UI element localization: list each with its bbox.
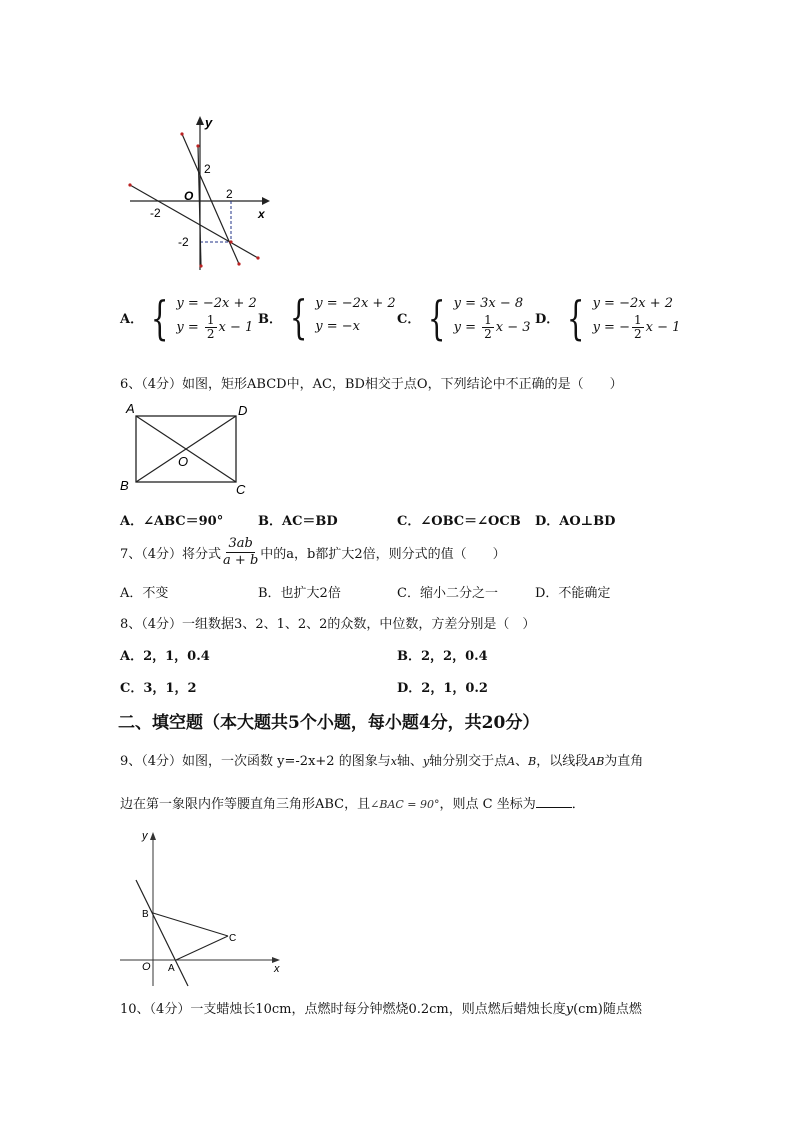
eq-part: x − 3 bbox=[495, 320, 531, 335]
option-letter: D． bbox=[535, 312, 560, 327]
equation-1: y = −2x + 2 bbox=[592, 296, 673, 311]
q9-text: ，以线段 bbox=[536, 754, 589, 769]
q6-option-a[interactable]: A．∠ABC＝90° bbox=[120, 514, 224, 529]
eq-part: x − 1 bbox=[218, 320, 254, 335]
x-axis-arrow-icon bbox=[262, 197, 270, 205]
q5-option-d[interactable] bbox=[535, 290, 681, 345]
origin-label: O bbox=[184, 189, 194, 203]
fraction bbox=[205, 314, 217, 341]
eq-part: y = bbox=[176, 320, 203, 335]
tick-label: -2 bbox=[178, 235, 189, 249]
vertex-label-c: C bbox=[236, 482, 246, 497]
answer-blank[interactable] bbox=[536, 795, 572, 808]
q9-text: 9、（4分）如图，一次函数 y=-2x+2 的图象与 bbox=[120, 754, 391, 769]
equation-2 bbox=[454, 314, 531, 341]
y-axis-arrow-icon bbox=[196, 116, 204, 125]
q6-option-c[interactable]: C．∠OBC＝∠OCB bbox=[397, 514, 521, 529]
equation-2 bbox=[593, 314, 681, 341]
line-shallow bbox=[130, 185, 258, 258]
q6-option-b[interactable]: B．AC＝BD bbox=[258, 514, 338, 529]
q9-point-b: B bbox=[528, 755, 537, 768]
eq-part: y = bbox=[453, 320, 481, 335]
tick-label: -2 bbox=[150, 206, 161, 220]
q8-option-c[interactable]: C．3，1，2 bbox=[120, 681, 197, 696]
tick-label: 2 bbox=[204, 162, 211, 176]
q9-var-x: x bbox=[390, 755, 397, 768]
brace-icon: { bbox=[428, 290, 446, 345]
equation-1: y = −2x + 2 bbox=[315, 296, 396, 311]
endpoint-dot bbox=[180, 132, 183, 135]
y-axis-arrow-icon bbox=[150, 832, 156, 840]
q8-option-a[interactable]: A．2，1，0.4 bbox=[120, 649, 210, 664]
vertex-label-b: B bbox=[120, 478, 129, 493]
q8-option-d[interactable]: D．2，1，0.2 bbox=[397, 681, 488, 696]
q6-rectangle-figure bbox=[116, 400, 256, 498]
q9-text: 边在第一象限内作等腰直角三角形ABC，且 bbox=[120, 797, 371, 812]
endpoint-dot bbox=[237, 262, 240, 265]
axis-label-y: y bbox=[142, 830, 148, 842]
q9-text: ，则点 C 坐标为 bbox=[439, 797, 536, 812]
option-letter: B． bbox=[258, 311, 282, 327]
q10-line-1 bbox=[120, 998, 642, 1017]
q7-option-a[interactable]: A．不变 bbox=[120, 586, 169, 601]
q5-option-a[interactable] bbox=[120, 290, 257, 345]
endpoint-dot bbox=[256, 256, 259, 259]
fraction-numerator: 1 bbox=[206, 313, 215, 327]
endpoint-dot bbox=[196, 144, 199, 147]
fraction bbox=[632, 314, 644, 341]
vertex-label-a: A bbox=[126, 401, 135, 416]
equation-1: y = −2x + 2 bbox=[176, 296, 257, 311]
q10-var-y: y bbox=[565, 1002, 574, 1017]
origin-label: O bbox=[142, 961, 151, 973]
fraction-denominator: 2 bbox=[633, 327, 642, 341]
axis-label-x: x bbox=[258, 207, 265, 221]
q7-stem-pre: 7、（4分）将分式 bbox=[120, 547, 222, 562]
q9-text: 轴、 bbox=[396, 754, 423, 769]
axis-label-y: y bbox=[205, 115, 213, 130]
segment-bc bbox=[153, 913, 228, 936]
q9-text: 、 bbox=[515, 754, 529, 769]
q5-option-b[interactable] bbox=[258, 290, 396, 344]
point-label-b: B bbox=[142, 909, 149, 920]
q6-option-d[interactable]: D．AO⊥BD bbox=[535, 514, 616, 529]
q7-option-b[interactable]: B．也扩大2倍 bbox=[258, 586, 341, 601]
eq-part: x − 1 bbox=[645, 320, 681, 335]
option-letter: A． bbox=[120, 312, 144, 327]
q9-text: ． bbox=[571, 797, 585, 812]
vertex-label-d: D bbox=[238, 403, 248, 418]
endpoint-dot bbox=[128, 183, 131, 186]
q5-option-c[interactable] bbox=[397, 290, 531, 345]
q10-text: (cm)随点燃 bbox=[573, 1002, 642, 1017]
q7-stem bbox=[120, 536, 506, 569]
q7-option-c[interactable]: C．缩小二分之一 bbox=[397, 586, 498, 601]
q8-stem: 8、（4分）一组数据3、2、1、2、2的众数，中位数，方差分别是（ ） bbox=[120, 617, 536, 632]
center-label-o: O bbox=[178, 454, 189, 469]
option-letter: C． bbox=[397, 312, 421, 327]
equation-2: y = −x bbox=[315, 319, 361, 334]
intersection-dot bbox=[229, 240, 232, 243]
section-title: 二、填空题（本大题共5个小题，每小题4分，共20分） bbox=[118, 713, 540, 733]
tick-label: 2 bbox=[226, 187, 233, 201]
fraction-numerator: 1 bbox=[633, 313, 642, 327]
equation-2 bbox=[176, 314, 256, 341]
q9-line-1 bbox=[120, 750, 643, 769]
q7-fraction bbox=[223, 536, 258, 569]
segment-ac bbox=[176, 936, 228, 960]
q8-option-b[interactable]: B．2，2，0.4 bbox=[397, 649, 488, 664]
point-label-a: A bbox=[168, 963, 175, 974]
q9-line-2 bbox=[120, 793, 585, 812]
q9-segment-ab: AB bbox=[588, 755, 605, 768]
fraction-numerator: 3ab bbox=[228, 536, 253, 551]
point-label-c: C bbox=[229, 933, 237, 944]
fraction-denominator: a + b bbox=[223, 553, 259, 568]
fraction-denominator: 2 bbox=[206, 327, 215, 341]
brace-icon: { bbox=[150, 290, 169, 345]
eq-part: y = − bbox=[592, 320, 630, 335]
fraction bbox=[482, 314, 494, 341]
q10-text: 10、（4分）一支蜡烛长10cm，点燃时每分钟燃烧0.2cm，则点燃后蜡烛长度 bbox=[120, 1002, 566, 1017]
axis-label-x: x bbox=[274, 963, 280, 975]
fraction-denominator: 2 bbox=[484, 327, 492, 341]
q7-stem-post: 中的a，b都扩大2倍，则分式的值（ ） bbox=[260, 547, 506, 562]
q9-text: 轴分别交于点 bbox=[429, 754, 508, 769]
q9-graph bbox=[116, 826, 291, 991]
q9-angle: ∠BAC = 90° bbox=[370, 798, 440, 811]
brace-icon: { bbox=[567, 290, 585, 345]
equation-1: y = 3x − 8 bbox=[453, 296, 524, 311]
fraction-numerator: 1 bbox=[484, 313, 492, 327]
q5-graph bbox=[120, 110, 280, 275]
q7-option-d[interactable]: D．不能确定 bbox=[535, 586, 611, 601]
q9-point-a: A bbox=[507, 755, 516, 768]
q9-var-y: y bbox=[422, 755, 430, 768]
brace-icon: { bbox=[289, 290, 308, 344]
q6-stem: 6、（4分）如图，矩形ABCD中，AC，BD相交于点O，下列结论中不正确的是（ ） bbox=[120, 377, 623, 392]
q9-text: 为直角 bbox=[604, 754, 644, 769]
endpoint-dot bbox=[199, 264, 202, 267]
